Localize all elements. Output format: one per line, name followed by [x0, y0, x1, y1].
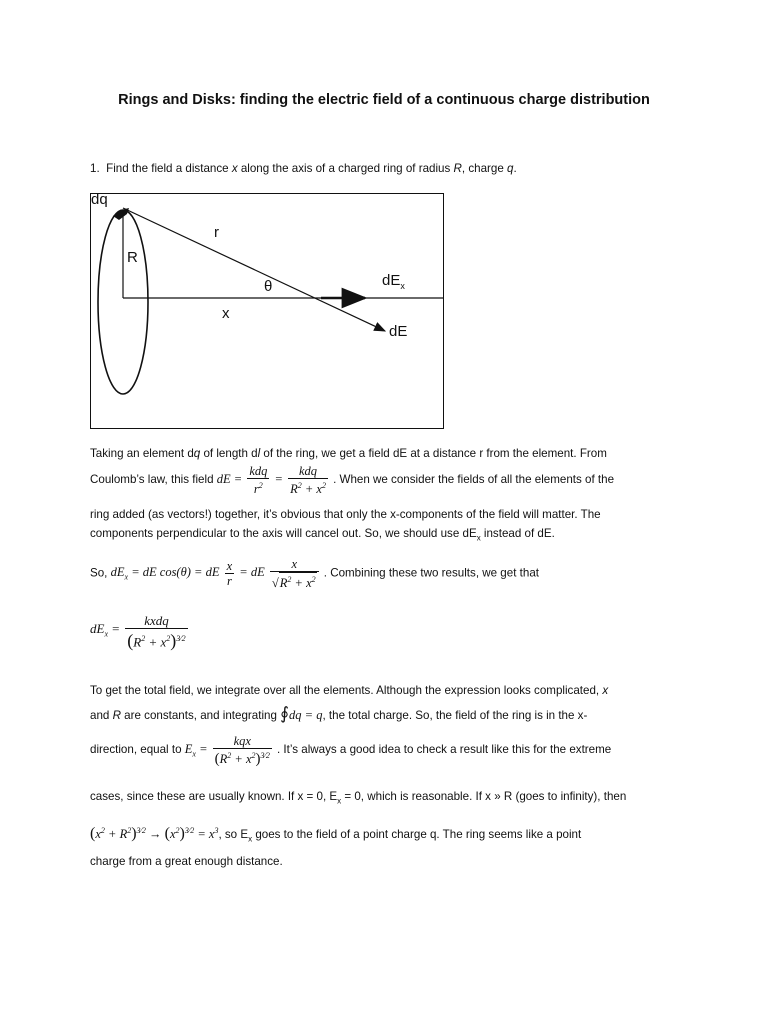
var-l: l [257, 447, 261, 460]
page-title: Rings and Disks: finding the electric field of a continuous charge distribution [118, 92, 650, 108]
label-x: x [222, 305, 230, 322]
para3-line4 [90, 789, 626, 808]
subscript-x: x [337, 796, 342, 806]
para3-line3 [90, 734, 611, 766]
var-q: q [507, 162, 514, 175]
text: . It’s always a good idea to check a result like this for the extreme [276, 743, 612, 757]
integral-equation: ∮dq = q [280, 704, 323, 723]
label-theta: θ [264, 278, 273, 295]
subscript-x: x [476, 533, 481, 543]
text: of the ring, we get a field dE at a distance r from the element. From [260, 447, 607, 460]
label-r: r [214, 224, 219, 241]
text: To get the total field, we integrate over all the elements. Although the expression looks complicated, [90, 684, 603, 697]
problem-text: , charge [461, 162, 508, 175]
text: = 0, which is reasonable. If x » R (goes to infinity), then [341, 790, 627, 803]
problem-text: Find the field a distance [106, 162, 232, 175]
para1-line2 [90, 464, 614, 496]
text: , so E [218, 828, 249, 842]
para1-line1 [90, 446, 607, 461]
text: cases, since these are usually known. If x = 0, E [90, 790, 338, 803]
para1-line3: ring added (as vectors!) together, it’s obvious that only the x-components of the field will matter. The [90, 508, 601, 521]
label-R: R [127, 249, 138, 266]
ring-diagram-svg [91, 194, 443, 428]
var-R: R [453, 162, 462, 175]
text: So, [90, 566, 111, 580]
var-q: q [193, 447, 201, 460]
problem-text: . [513, 162, 517, 175]
coulomb-equation: dE = $\frac{\text{kdq}}{r^2}$ = $\frac{\text{kdq}}{R^2 + x^2}$ [216, 464, 326, 497]
text: Coulomb’s law, this field [90, 473, 217, 487]
label-dq: dq [91, 191, 108, 208]
var-x: x [231, 162, 238, 175]
dEx-result-equation: $dE_x$ = $\frac{\text{kxdq}}{(R^2 + x^2)^{3⁄2}}$ [90, 613, 186, 651]
label-dE: dE [389, 323, 408, 340]
var-x: x [602, 684, 609, 697]
label-dEx [382, 272, 405, 291]
text: . Combining these two results, we get that [323, 566, 539, 580]
para1-line4 [90, 526, 555, 545]
label-dEx-main: dE [382, 272, 401, 289]
problem-text: along the axis of a charged ring of radius [237, 162, 454, 175]
dEx-cos-equation: $dE_x$ = dE cos(θ) = dE $\frac{x}{r}$ = dE $\frac{x}{√R^2 + x^2}$ [111, 565, 324, 579]
dE-vector [123, 208, 385, 331]
text: , the total charge. So, the field of the ring is in the x- [322, 709, 588, 722]
problem-number: 1. [90, 162, 100, 175]
para3-line5 [90, 823, 581, 846]
text: are constants, and integrating [120, 709, 281, 722]
text: . When we consider the fields of all the elements of the [333, 473, 615, 487]
para3-line6: charge from a great enough distance. [90, 855, 283, 868]
para2-line [90, 557, 539, 590]
Ex-result-equation: $E_x$ = $\frac{\text{kqx}}{(R^2 + x^2)^{3⁄2}}$ [184, 734, 270, 768]
para3-line1 [90, 683, 608, 698]
ring-diagram [90, 193, 444, 429]
text: Taking an element d [90, 447, 194, 460]
para3-line2 [90, 706, 587, 723]
text: instead of dE. [480, 527, 555, 540]
text: of length d [200, 447, 258, 460]
label-dEx-sub: x [400, 281, 405, 291]
text: components perpendicular to the axis will cancel out. So, we should use dE [90, 527, 477, 540]
text: direction, equal to [90, 743, 185, 757]
text: goes to the field of a point charge q. The ring seems like a point [252, 828, 582, 842]
text: and [90, 709, 113, 722]
limit-equation: $(x^2 + R^2)^{3⁄2} \to (x^2)^{3⁄2} = x^3$ [90, 825, 219, 843]
subscript-x: x [248, 834, 253, 844]
var-R: R [112, 709, 121, 722]
problem-statement [90, 161, 517, 176]
